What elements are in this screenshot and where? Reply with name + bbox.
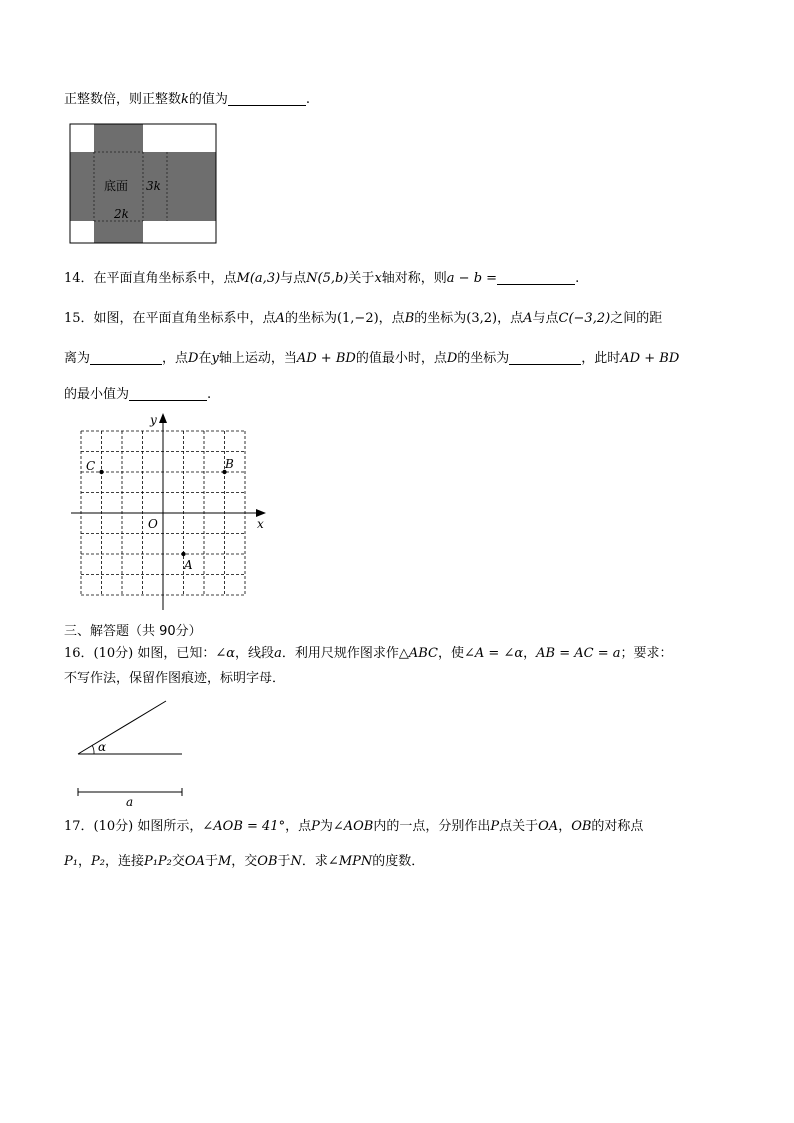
q13-end: . bbox=[305, 92, 311, 107]
q17-line-1: 17．(10分) 如图所示，∠AOB = 41°，点P为∠AOB内的一点，分别作出P点关于OA，OB的对称点 bbox=[64, 819, 644, 834]
fig15-label-y: y bbox=[150, 413, 157, 427]
q17-line-2: P₁，P₂，连接P₁P₂交OA于M，交OB于N．求∠MPN的度数． bbox=[64, 854, 425, 869]
q13-var-k: k bbox=[181, 92, 189, 107]
fig15-label-c: C bbox=[86, 459, 96, 473]
q14-point-m: M(a,3) bbox=[236, 271, 281, 286]
q13-answer-blank[interactable] bbox=[228, 91, 306, 106]
fig13-base-label: 底面 bbox=[104, 179, 129, 193]
fig16-a-label: a bbox=[126, 795, 134, 809]
fig16-angle-and-segment bbox=[74, 696, 190, 810]
q15-point-b-coord: (3,2) bbox=[466, 311, 498, 326]
section-3-title: 三、解答题（共 90分） bbox=[64, 624, 202, 639]
fig16-alpha-label: α bbox=[98, 740, 107, 754]
fig16-angle-arc bbox=[92, 745, 94, 754]
fig15-coordinate-grid bbox=[66, 408, 272, 614]
fig15-label-b: B bbox=[225, 457, 234, 471]
q15-line-2: 离为 ，点D在y轴上运动，当AD + BD的值最小时，点D的坐标为 ，此时AD + BD bbox=[64, 351, 680, 366]
q15-point-c-coord: C(−3,2) bbox=[558, 311, 611, 326]
q14-line: 14．在平面直角坐标系中，点M(a,3)与点N(5,b)关于x轴对称，则a − b = . bbox=[64, 271, 580, 286]
fig13-height-label: 3k bbox=[146, 179, 161, 193]
q16-line-2: 不写作法，保留作图痕迹，标明字母． bbox=[64, 671, 286, 686]
fig15-label-a: A bbox=[184, 558, 193, 572]
q15-line-3: 的最小值为 . bbox=[64, 387, 212, 402]
q14-expression: a − b = bbox=[446, 271, 498, 286]
q15-blank-distance[interactable] bbox=[90, 350, 162, 365]
q13-text-a: 正整数倍，则正整数 bbox=[64, 92, 182, 107]
q15-line-1: 15．如图，在平面直角坐标系中，点A的坐标为(1,−2)，点B的坐标为(3,2)，点A与点C(−3,2)之间的距 bbox=[64, 311, 663, 326]
q13-text-b: 的值为 bbox=[188, 92, 228, 107]
fig16-angle-upper-ray bbox=[78, 701, 166, 754]
q14-point-n: N(5,b) bbox=[306, 271, 349, 286]
fig15-point-c bbox=[99, 470, 103, 474]
fig15-point-a bbox=[181, 552, 185, 556]
q15-blank-min-value[interactable] bbox=[129, 386, 207, 401]
q14-answer-blank[interactable] bbox=[497, 270, 575, 285]
q16-line-1: 16．(10分) 如图，已知：∠α，线段a．利用尺规作图求作△ABC，使∠A = ∠α，AB = AC = a；要求： bbox=[64, 646, 673, 661]
fig13-horizontal-strip bbox=[70, 152, 216, 221]
q15-blank-d-coord[interactable] bbox=[509, 350, 581, 365]
fig13-width-label: 2k bbox=[114, 207, 129, 221]
fig15-label-origin: O bbox=[148, 517, 158, 531]
fig13-box-net bbox=[68, 122, 220, 246]
q13-line bbox=[64, 91, 310, 109]
fig15-y-arrow bbox=[159, 413, 167, 423]
fig15-x-arrow bbox=[256, 509, 266, 517]
fig15-label-x: x bbox=[257, 517, 264, 531]
q15-point-a-coord: (1,−2) bbox=[336, 311, 379, 326]
